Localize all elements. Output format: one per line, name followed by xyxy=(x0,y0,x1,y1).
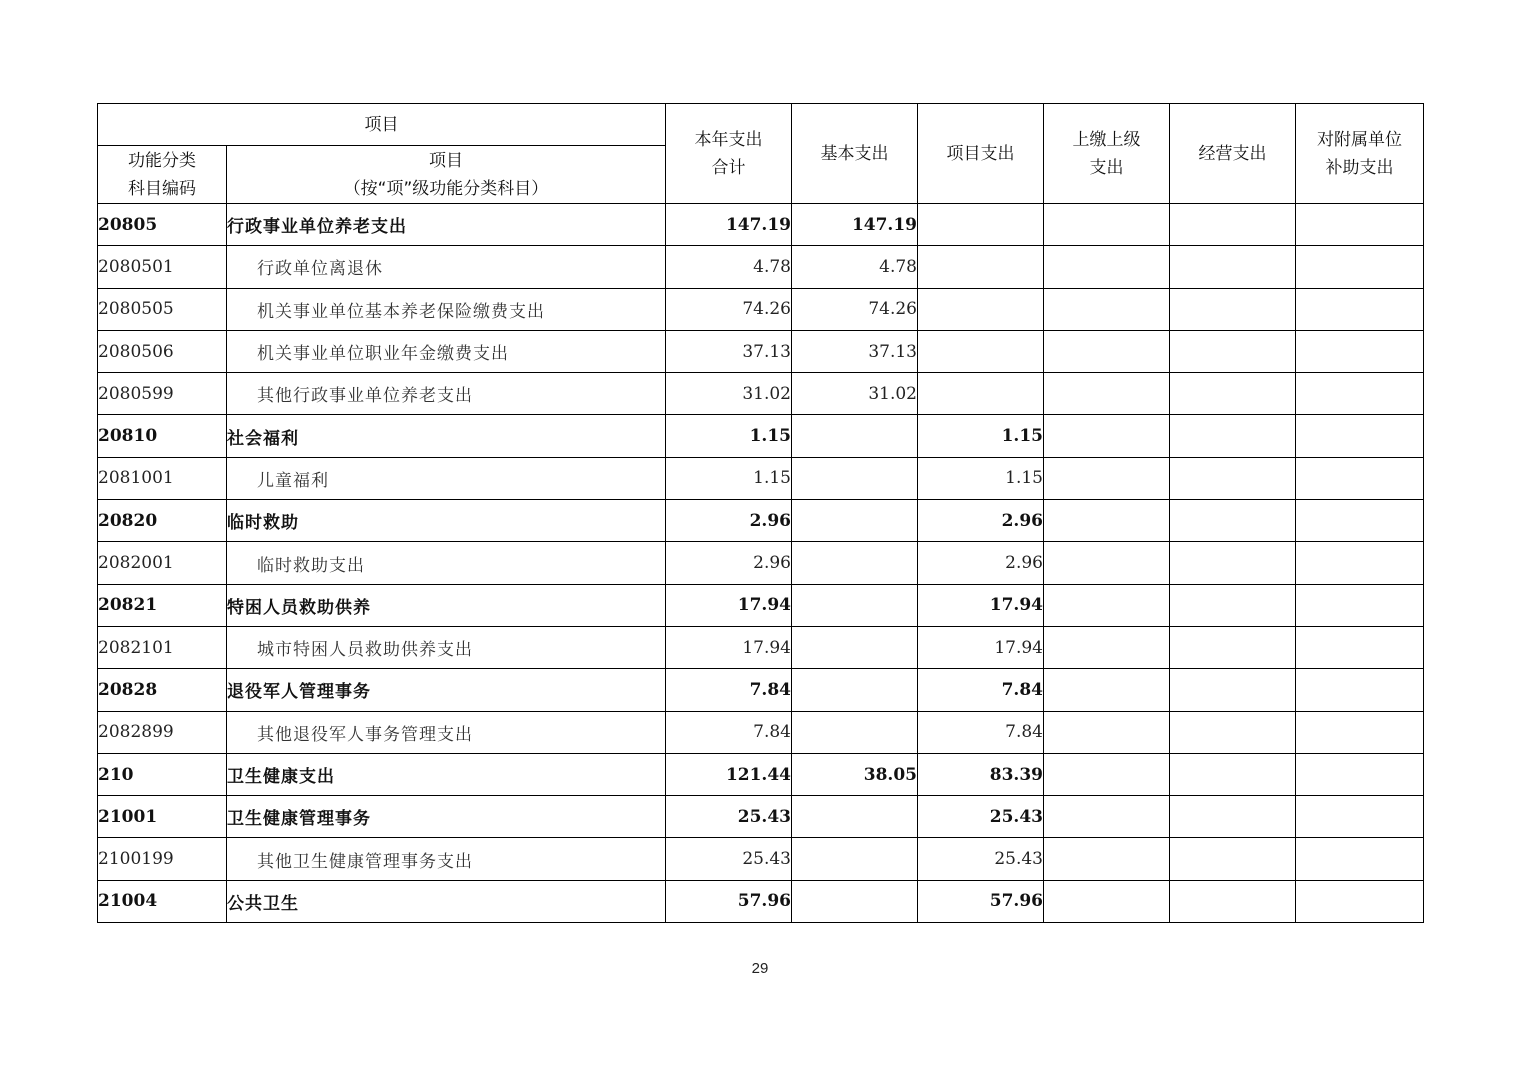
cell-subsidy xyxy=(1296,246,1424,288)
cell-basic xyxy=(792,457,918,499)
table-row xyxy=(98,838,1424,880)
cell-name: 临时救助 xyxy=(227,500,666,542)
cell-basic xyxy=(792,838,918,880)
cell-code: 2082899 xyxy=(98,711,227,753)
header-total: 本年支出 合计 xyxy=(666,104,792,204)
cell-name: 机关事业单位基本养老保险缴费支出 xyxy=(227,288,666,330)
table-row xyxy=(98,204,1424,246)
cell-name: 行政单位离退休 xyxy=(227,246,666,288)
cell-code: 21001 xyxy=(98,796,227,838)
cell-basic: 37.13 xyxy=(792,330,918,372)
cell-basic: 31.02 xyxy=(792,373,918,415)
cell-basic: 74.26 xyxy=(792,288,918,330)
cell-subsidy xyxy=(1296,457,1424,499)
cell-remit xyxy=(1044,711,1170,753)
cell-name: 行政事业单位养老支出 xyxy=(227,204,666,246)
cell-code: 20810 xyxy=(98,415,227,457)
cell-remit xyxy=(1044,542,1170,584)
header-group-item: 项目 xyxy=(98,104,666,146)
cell-project: 25.43 xyxy=(918,838,1044,880)
cell-code: 2080505 xyxy=(98,288,227,330)
cell-total: 37.13 xyxy=(666,330,792,372)
table-row xyxy=(98,669,1424,711)
cell-basic xyxy=(792,542,918,584)
table-row xyxy=(98,880,1424,922)
page-number: 29 xyxy=(751,960,769,977)
cell-project: 17.94 xyxy=(918,584,1044,626)
cell-name: 其他卫生健康管理事务支出 xyxy=(227,838,666,880)
cell-operating xyxy=(1170,584,1296,626)
cell-name: 退役军人管理事务 xyxy=(227,669,666,711)
cell-project: 1.15 xyxy=(918,415,1044,457)
header-project: 项目支出 xyxy=(918,104,1044,204)
cell-remit xyxy=(1044,880,1170,922)
cell-remit xyxy=(1044,288,1170,330)
cell-code: 2082001 xyxy=(98,542,227,584)
table-row xyxy=(98,288,1424,330)
cell-name: 卫生健康支出 xyxy=(227,753,666,795)
cell-remit xyxy=(1044,373,1170,415)
header-remit: 上缴上级 支出 xyxy=(1044,104,1170,204)
table-row xyxy=(98,753,1424,795)
cell-operating xyxy=(1170,542,1296,584)
cell-total: 7.84 xyxy=(666,711,792,753)
cell-code: 20820 xyxy=(98,500,227,542)
table-row xyxy=(98,542,1424,584)
table-row xyxy=(98,373,1424,415)
table-row xyxy=(98,796,1424,838)
cell-remit xyxy=(1044,838,1170,880)
cell-project xyxy=(918,330,1044,372)
cell-basic xyxy=(792,796,918,838)
cell-remit xyxy=(1044,753,1170,795)
cell-subsidy xyxy=(1296,500,1424,542)
table-body xyxy=(98,204,1424,923)
cell-remit xyxy=(1044,415,1170,457)
cell-code: 20821 xyxy=(98,584,227,626)
cell-operating xyxy=(1170,246,1296,288)
cell-operating xyxy=(1170,669,1296,711)
cell-operating xyxy=(1170,288,1296,330)
cell-remit xyxy=(1044,626,1170,668)
cell-subsidy xyxy=(1296,753,1424,795)
cell-project xyxy=(918,373,1044,415)
cell-code: 20805 xyxy=(98,204,227,246)
cell-basic xyxy=(792,880,918,922)
cell-name: 机关事业单位职业年金缴费支出 xyxy=(227,330,666,372)
cell-total: 25.43 xyxy=(666,796,792,838)
cell-project: 57.96 xyxy=(918,880,1044,922)
header-subsidy: 对附属单位 补助支出 xyxy=(1296,104,1424,204)
cell-name: 卫生健康管理事务 xyxy=(227,796,666,838)
table-row xyxy=(98,330,1424,372)
header-operating: 经营支出 xyxy=(1170,104,1296,204)
cell-code: 210 xyxy=(98,753,227,795)
cell-operating xyxy=(1170,457,1296,499)
cell-remit xyxy=(1044,500,1170,542)
cell-total: 25.43 xyxy=(666,838,792,880)
cell-remit xyxy=(1044,330,1170,372)
cell-subsidy xyxy=(1296,838,1424,880)
cell-project: 17.94 xyxy=(918,626,1044,668)
cell-basic xyxy=(792,584,918,626)
table-row xyxy=(98,457,1424,499)
cell-total: 121.44 xyxy=(666,753,792,795)
cell-total: 1.15 xyxy=(666,415,792,457)
cell-name: 公共卫生 xyxy=(227,880,666,922)
cell-operating xyxy=(1170,711,1296,753)
cell-project: 83.39 xyxy=(918,753,1044,795)
cell-basic xyxy=(792,415,918,457)
cell-total: 7.84 xyxy=(666,669,792,711)
cell-project: 2.96 xyxy=(918,500,1044,542)
cell-operating xyxy=(1170,415,1296,457)
cell-operating xyxy=(1170,838,1296,880)
cell-subsidy xyxy=(1296,669,1424,711)
cell-total: 4.78 xyxy=(666,246,792,288)
cell-total: 57.96 xyxy=(666,880,792,922)
cell-basic xyxy=(792,669,918,711)
cell-name: 儿童福利 xyxy=(227,457,666,499)
table-row xyxy=(98,584,1424,626)
cell-code: 2080599 xyxy=(98,373,227,415)
cell-name: 社会福利 xyxy=(227,415,666,457)
cell-basic xyxy=(792,626,918,668)
cell-total: 74.26 xyxy=(666,288,792,330)
cell-operating xyxy=(1170,373,1296,415)
cell-code: 21004 xyxy=(98,880,227,922)
cell-project: 7.84 xyxy=(918,669,1044,711)
cell-code: 2080501 xyxy=(98,246,227,288)
cell-name: 城市特困人员救助供养支出 xyxy=(227,626,666,668)
cell-project: 1.15 xyxy=(918,457,1044,499)
cell-total: 1.15 xyxy=(666,457,792,499)
header-basic: 基本支出 xyxy=(792,104,918,204)
cell-remit xyxy=(1044,457,1170,499)
cell-subsidy xyxy=(1296,288,1424,330)
cell-operating xyxy=(1170,330,1296,372)
cell-total: 17.94 xyxy=(666,584,792,626)
table-row xyxy=(98,500,1424,542)
cell-total: 2.96 xyxy=(666,500,792,542)
cell-name: 其他行政事业单位养老支出 xyxy=(227,373,666,415)
cell-remit xyxy=(1044,584,1170,626)
cell-operating xyxy=(1170,500,1296,542)
cell-code: 2082101 xyxy=(98,626,227,668)
cell-remit xyxy=(1044,246,1170,288)
cell-project xyxy=(918,288,1044,330)
cell-name: 其他退役军人事务管理支出 xyxy=(227,711,666,753)
cell-total: 2.96 xyxy=(666,542,792,584)
cell-total: 147.19 xyxy=(666,204,792,246)
cell-subsidy xyxy=(1296,626,1424,668)
cell-project: 7.84 xyxy=(918,711,1044,753)
cell-subsidy xyxy=(1296,373,1424,415)
cell-subsidy xyxy=(1296,584,1424,626)
cell-project xyxy=(918,246,1044,288)
cell-basic: 147.19 xyxy=(792,204,918,246)
table-row xyxy=(98,711,1424,753)
cell-subsidy xyxy=(1296,415,1424,457)
cell-subsidy xyxy=(1296,330,1424,372)
header-code: 功能分类 科目编码 xyxy=(98,146,227,204)
header-name: 项目 （按“项”级功能分类科目） xyxy=(227,146,666,204)
expenditure-table xyxy=(97,103,1424,923)
cell-remit xyxy=(1044,796,1170,838)
cell-basic: 4.78 xyxy=(792,246,918,288)
table-row xyxy=(98,415,1424,457)
cell-basic: 38.05 xyxy=(792,753,918,795)
cell-remit xyxy=(1044,204,1170,246)
cell-subsidy xyxy=(1296,204,1424,246)
cell-operating xyxy=(1170,796,1296,838)
cell-total: 17.94 xyxy=(666,626,792,668)
table-row xyxy=(98,246,1424,288)
cell-code: 2100199 xyxy=(98,838,227,880)
cell-code: 2080506 xyxy=(98,330,227,372)
cell-project: 25.43 xyxy=(918,796,1044,838)
cell-operating xyxy=(1170,204,1296,246)
cell-name: 特困人员救助供养 xyxy=(227,584,666,626)
cell-basic xyxy=(792,711,918,753)
cell-operating xyxy=(1170,753,1296,795)
cell-subsidy xyxy=(1296,711,1424,753)
cell-subsidy xyxy=(1296,542,1424,584)
cell-basic xyxy=(792,500,918,542)
cell-subsidy xyxy=(1296,796,1424,838)
cell-project xyxy=(918,204,1044,246)
cell-code: 20828 xyxy=(98,669,227,711)
cell-remit xyxy=(1044,669,1170,711)
cell-operating xyxy=(1170,626,1296,668)
cell-operating xyxy=(1170,880,1296,922)
cell-name: 临时救助支出 xyxy=(227,542,666,584)
cell-code: 2081001 xyxy=(98,457,227,499)
cell-project: 2.96 xyxy=(918,542,1044,584)
cell-total: 31.02 xyxy=(666,373,792,415)
cell-subsidy xyxy=(1296,880,1424,922)
table-row xyxy=(98,626,1424,668)
